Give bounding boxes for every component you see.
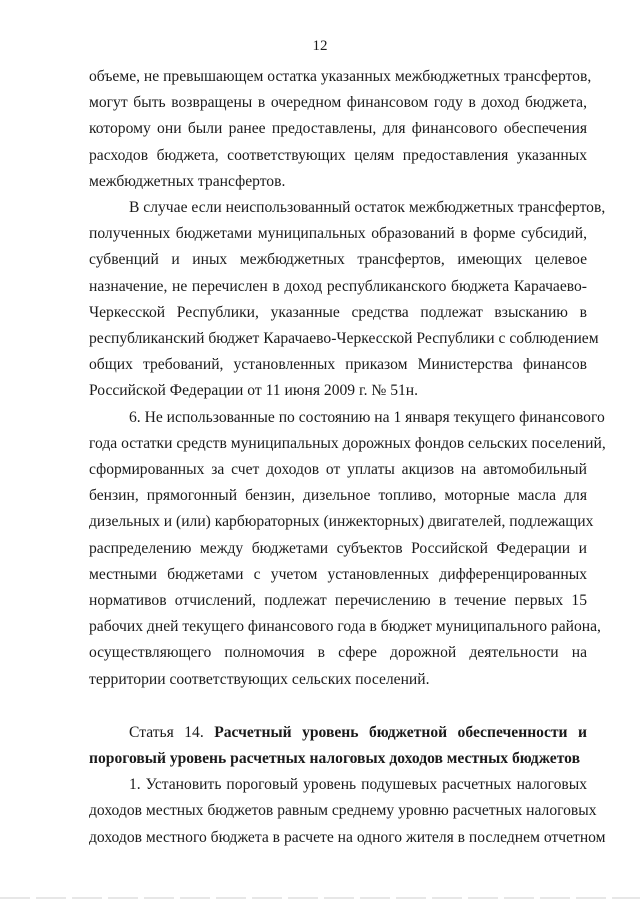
paragraph-threshold-level [89, 772, 606, 851]
text-line: могут быть возвращены в очередном финансовом году в доход бюджета, [89, 94, 587, 112]
text-line: Российской Федерации от 11 июня 2009 г. № 51н. [89, 382, 419, 400]
text-line: года остатки средств муниципальных дорожных фондов сельских поселений, [89, 434, 606, 452]
text-line: В случае если неиспользованный остаток межбюджетных трансфертов, [129, 199, 606, 217]
scan-edge-divider [0, 897, 640, 899]
text-line: межбюджетных трансфертов. [89, 172, 286, 190]
paragraph-road-funds [89, 405, 606, 693]
text-line: доходов местных бюджетов равным среднему уровню расчетных налоговых [89, 802, 597, 820]
paragraph-transfers-return [89, 64, 592, 195]
article-heading [89, 720, 587, 772]
paragraph-unused-balance [89, 195, 606, 405]
page-number: 12 [312, 38, 328, 54]
text-line: общих требований, установленных приказом Министерства финансов [89, 356, 587, 374]
text-line: назначение, не перечислен в доход республиканского бюджета Карачаево- [89, 277, 587, 295]
text-line: субвенций и иных межбюджетных трансфертов, имеющих целевое [89, 251, 587, 269]
section-spacer [89, 693, 587, 720]
document-body [89, 64, 606, 851]
text-line: которому они были ранее предоставлены, для финансового обеспечения [89, 120, 587, 138]
text-line: сформированных за счет доходов от уплаты акцизов на автомобильный [89, 461, 587, 479]
text-line: 6. Не использованные по состоянию на 1 января текущего финансового [129, 408, 605, 426]
article-title-continued: пороговый уровень расчетных налоговых доходов местных бюджетов [89, 750, 580, 768]
text-line: полученных бюджетами муниципальных образований в форме субсидий, [89, 225, 587, 243]
text-line: объеме, не превышающем остатка указанных межбюджетных трансфертов, [89, 68, 592, 85]
text-line: доходов местного бюджета в расчете на одного жителя в последнем отчетном [89, 828, 606, 846]
article-title: Расчетный уровень бюджетной обеспеченности и [214, 723, 587, 741]
text-line: нормативов отчислений, подлежат перечислению в течение первых 15 [89, 592, 587, 610]
article-label: Статья 14. [129, 723, 204, 741]
text-line: республиканский бюджет Карачаево-Черкесской Республики с соблюдением [89, 330, 599, 348]
article-heading-line-1 [89, 720, 587, 746]
text-line: Черкесской Республики, указанные средства подлежат взысканию в [89, 303, 587, 321]
text-line: бензин, прямогонный бензин, дизельное топливо, моторные масла для [89, 487, 587, 505]
text-line: расходов бюджета, соответствующих целям предоставления указанных [89, 146, 587, 164]
text-line: 1. Установить пороговый уровень подушевых расчетных налоговых [129, 776, 587, 794]
text-line: местными бюджетами с учетом установленных дифференцированных [89, 565, 587, 583]
text-line: рабочих дней текущего финансового года в бюджет муниципального района, [89, 618, 601, 636]
text-line: распределению между бюджетами субъектов Российской Федерации и [89, 539, 587, 557]
text-line: дизельных и (или) карбюраторных (инжекторных) двигателей, подлежащих [89, 513, 594, 531]
text-line: осуществляющего полномочия в сфере дорожной деятельности на [89, 644, 587, 662]
text-line: территории соответствующих сельских поселений. [89, 670, 430, 688]
